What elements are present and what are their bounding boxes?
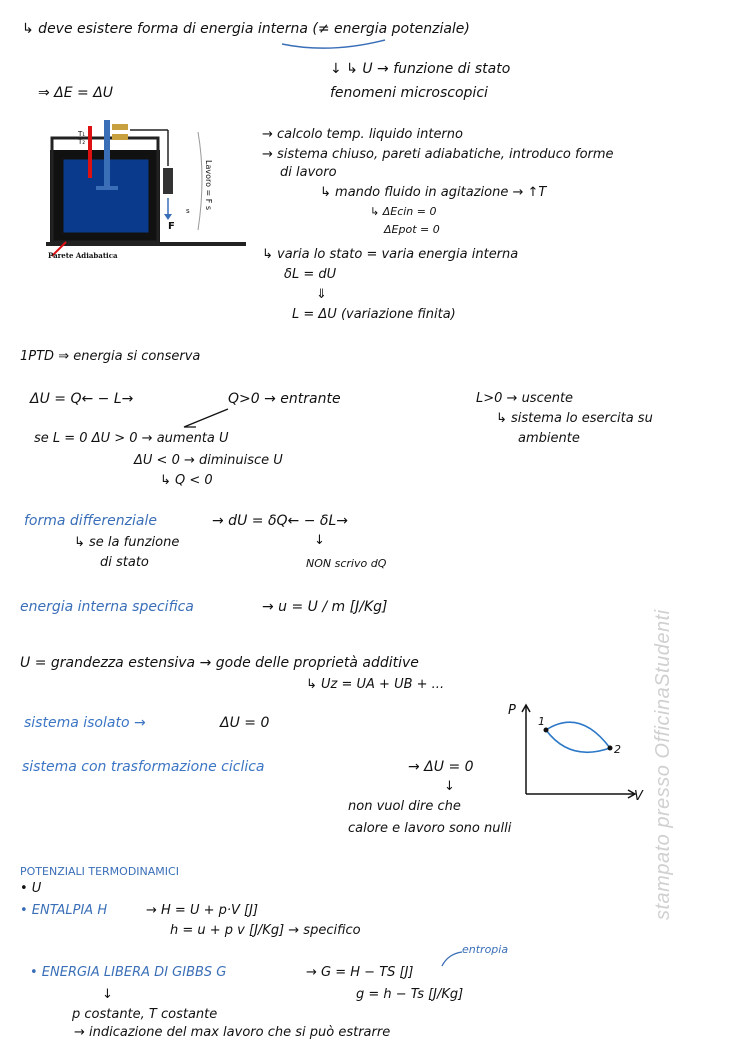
line-delta-e: ⇒ ΔE = ΔU [38,85,114,101]
line-heat-work-null: calore e lavoro sono nulli [348,821,512,836]
line-state-function: ↓ ↳ U → funzione di stato [330,61,511,77]
label-adiabatic-wall: Parete Adiabatica [48,251,118,260]
underline-stroke [280,36,390,56]
line-du-negative: ΔU < 0 → diminuisce U [134,453,283,468]
label-work: Lavoro = F s [204,160,213,211]
watermark: stampato presso OfficinaStudenti [652,609,674,920]
line-agitation: ↳ mando fluido in agitazione → ↑T [320,185,547,200]
line-max-work: → indicazione del max lavoro che si può estrarre [74,1025,391,1040]
line-delta-u-formula: ΔU = Q← − L→ [30,391,134,407]
label-s: s [186,207,190,215]
line-work-forms: di lavoro [280,165,337,180]
pv-axis-p: P [508,703,516,718]
line-l-zero: se L = 0 ΔU > 0 → aumenta U [34,431,229,446]
line-gibbs-formula: → G = H − TS [J] [306,965,414,980]
line-if-function: ↳ se la funzione [74,535,180,550]
line-q-entering: Q>0 → entrante [228,391,341,407]
line-implies: ⇓ [316,287,327,302]
line-system-exerts: ↳ sistema lo esercita su [496,411,653,426]
line-q-negative: ↳ Q < 0 [160,473,213,488]
line-state-varies: ↳ varia lo stato = varia energia interna [262,247,519,262]
line-calc-temp: → calcolo temp. liquido interno [262,127,463,142]
arrow-down-2: ↓ [444,779,455,794]
line-not-dq: NON scrivo dQ [306,557,387,570]
line-of-state: di stato [100,555,149,570]
arrow-down-1: ↓ [314,533,325,548]
line-enthalpy-formula: → H = U + p·V [J] [146,903,259,918]
heading-potentials: POTENZIALI TERMODINAMICI [20,865,179,878]
line-p-t-constant: p costante, T costante [72,1007,218,1022]
line-delta-epot: ΔEpot = 0 [384,223,440,236]
line-doesnt-mean: non vuol dire che [348,799,461,814]
arrow-down-3: ↓ [102,987,113,1002]
label-t1: T₁ [78,130,86,138]
line-cyclic-du: → ΔU = 0 [408,759,474,775]
line-energy-internal: ↳ deve esistere forma di energia interna (≠ energia potenziale) [22,21,470,37]
heading-differential-form: forma differenziale [24,513,157,529]
line-isolated-du: ΔU = 0 [220,715,270,731]
pv-point-1: 1 [538,715,545,728]
joule-apparatus-figure [40,118,250,263]
line-du-differential: → dU = δQ← − δL→ [212,513,348,529]
pv-axis-v: V [634,789,643,804]
line-delta-ecin: ↳ ΔEcin = 0 [370,205,437,218]
line-u-specific: → u = U / m [J/Kg] [262,599,388,615]
heading-specific-energy: energia interna specifica [20,599,194,615]
line-microscopic: fenomeni microscopici [330,85,488,101]
label-force: F [168,221,175,232]
line-extensive: U = grandezza estensiva → gode delle proprietà additive [20,655,419,671]
heading-enthalpy: • ENTALPIA H [20,903,108,918]
line-first-principle: 1PTD ⇒ energia si conserva [20,349,201,364]
line-gibbs-specific: g = h − Ts [J/Kg] [356,987,464,1002]
line-l-exiting: L>0 → uscente [476,391,574,406]
line-additive-sum: ↳ Uz = UA + UB + ... [306,677,445,692]
line-environment: ambiente [518,431,580,446]
label-t2: T₂ [78,138,86,146]
heading-cyclic: sistema con trasformazione ciclica [22,759,265,775]
pv-point-2: 2 [614,743,621,756]
line-l-delta-u: L = ΔU (variazione finita) [292,307,456,322]
line-potential-u: • U [20,881,42,896]
line-enthalpy-specific: h = u + p v [J/Kg] → specifico [170,923,361,938]
line-dl-du: δL = dU [284,267,337,282]
heading-isolated: sistema isolato → [24,715,146,731]
line-closed-system: → sistema chiuso, pareti adiabatiche, introduco forme [262,147,614,162]
entropy-pointer [436,950,466,970]
label-entropy: entropia [462,943,509,956]
heading-gibbs: • ENERGIA LIBERA DI GIBBS G [30,965,227,980]
